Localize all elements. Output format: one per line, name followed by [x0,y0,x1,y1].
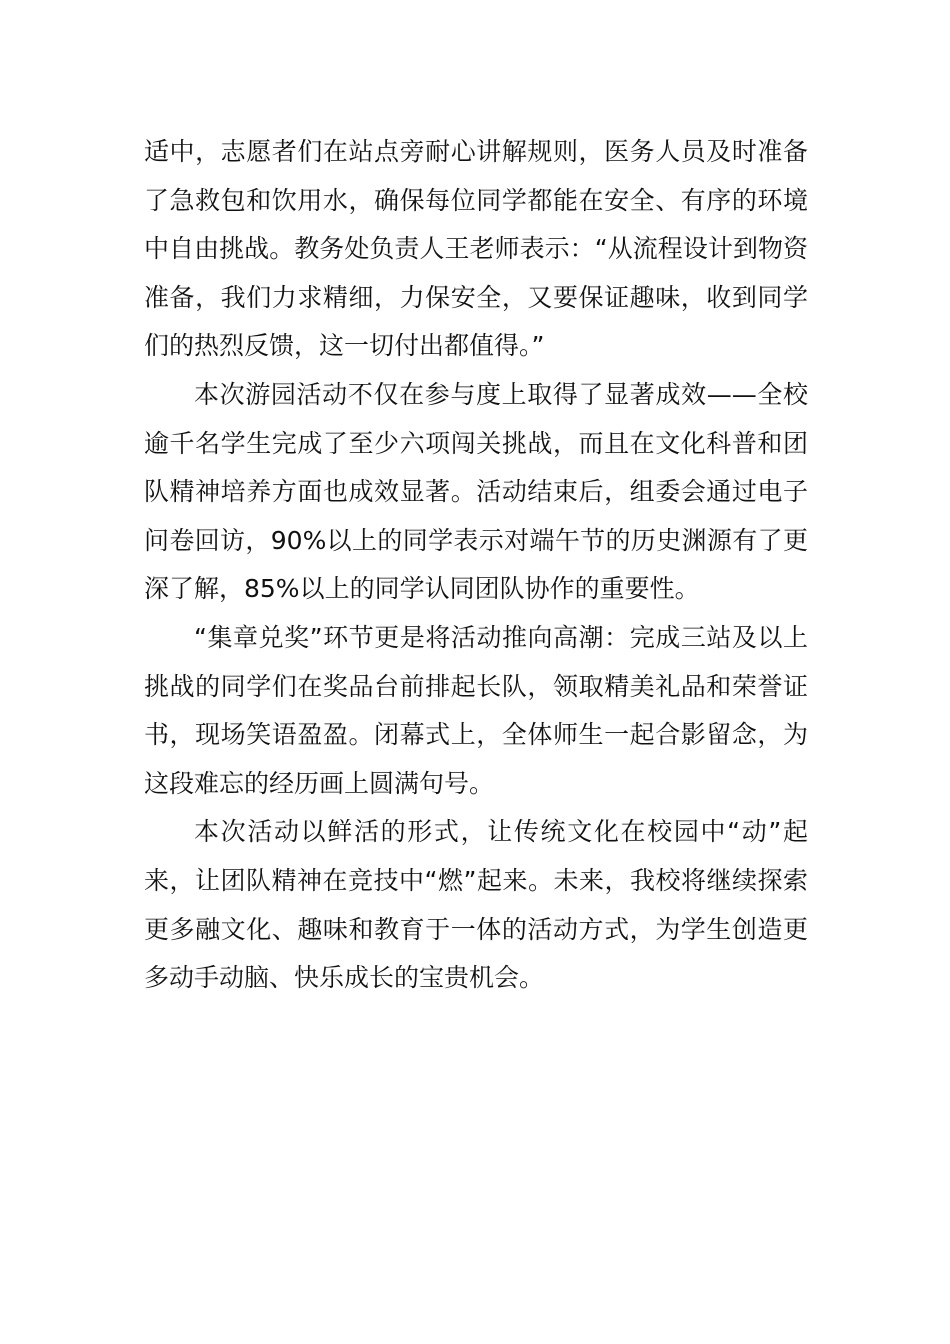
paragraph-3: “集章兑奖”环节更是将活动推向高潮：完成三站及以上挑战的同学们在奖品台前排起长队，领取精美礼品和荣誉证书，现场笑语盈盈。闭幕式上，全体师生一起合影留念，为这段难忘的经历画上圆满句号。 [144,622,808,798]
paragraph-1: 适中，志愿者们在站点旁耐心讲解规则，医务人员及时准备了急救包和饮用水，确保每位同学都能在安全、有序的环境中自由挑战。教务处负责人王老师表示：“从流程设计到物资准备，我们力求精细，力保安全，又要保证趣味，收到同学们的热烈反馈，这一切付出都值得。” [144,137,808,361]
paragraph-2: 本次游园活动不仅在参与度上取得了显著成效——全校逾千名学生完成了至少六项闯关挑战，而且在文化科普和团队精神培养方面也成效显著。活动结束后，组委会通过电子问卷回访，90%以上的同学表示对端午节的历史渊源有了更深了解，85%以上的同学认同团队协作的重要性。 [144,379,808,604]
paragraph-4: 本次活动以鲜活的形式，让传统文化在校园中“动”起来，让团队精神在竞技中“燃”起来。未来，我校将继续探索更多融文化、趣味和教育于一体的活动方式，为学生创造更多动手动脑、快乐成长的宝贵机会。 [144,817,808,993]
document-body [144,128,808,1003]
